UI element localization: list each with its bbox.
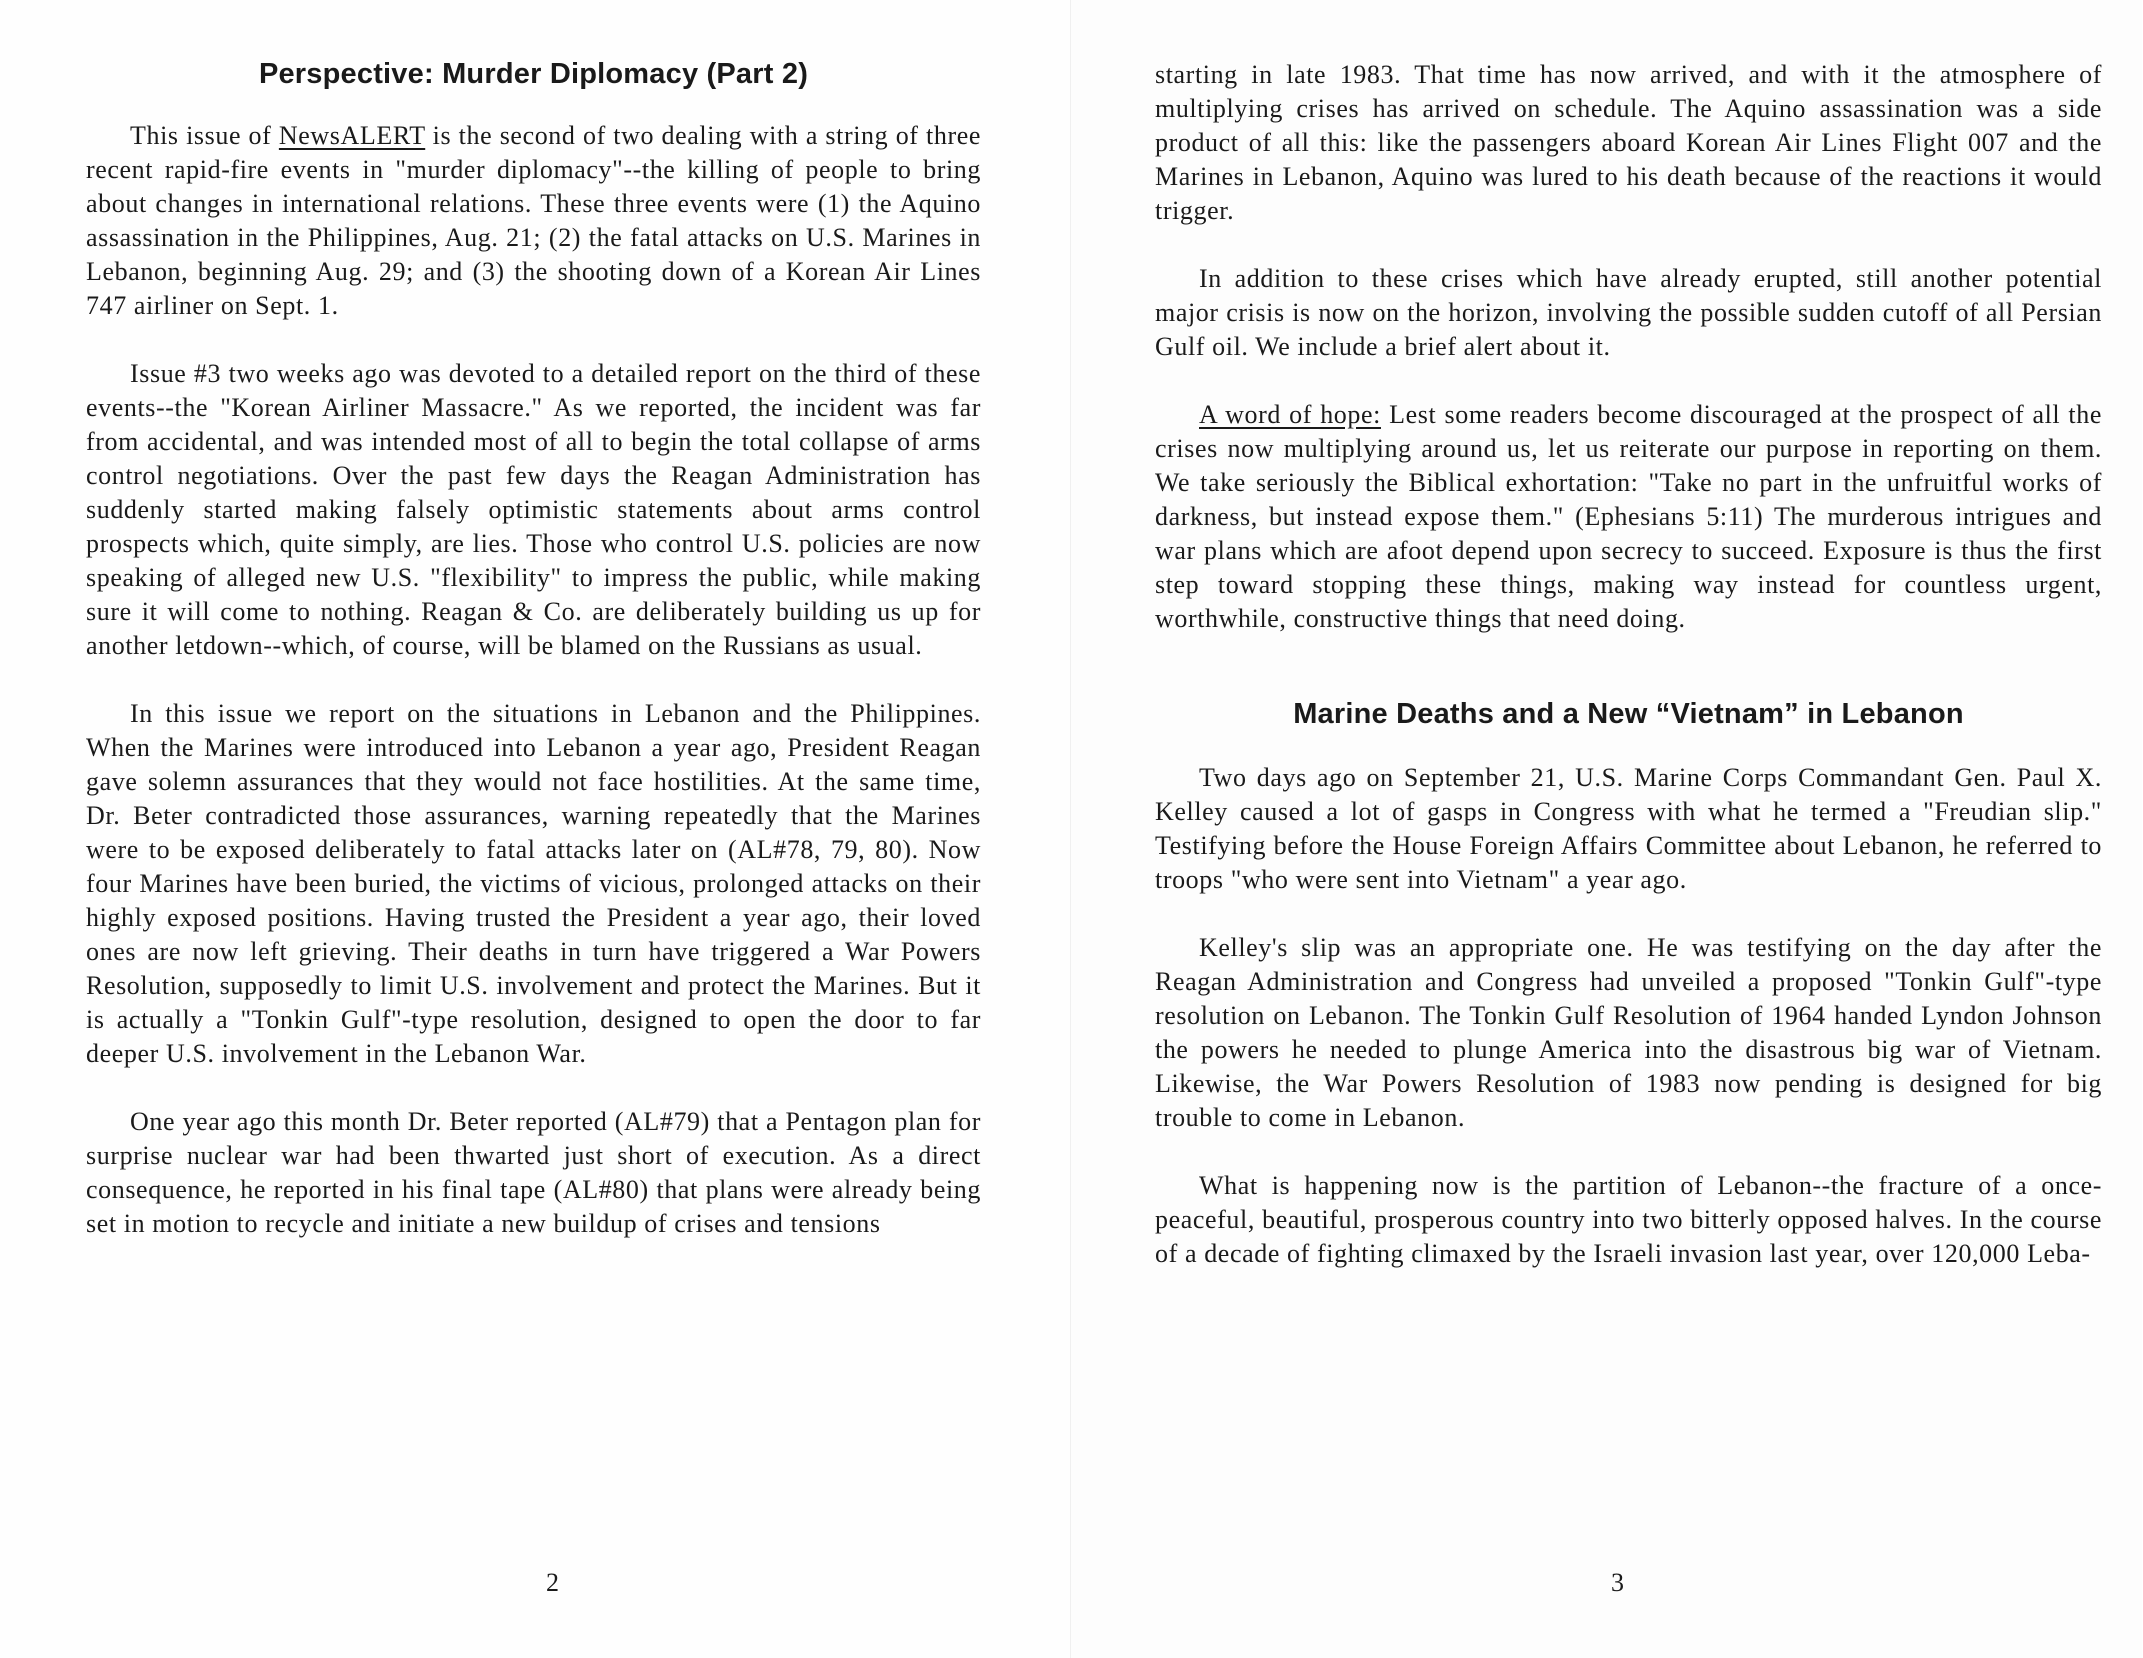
paragraph-kelley-slip-text: Two days ago on September 21, U.S. Marine Corps Commandant Gen. Paul X. Kelley caused a lot of gasps in Congress with what he termed a "Freudian slip." Testifying before the House Foreign Affairs Committee about Lebanon, he referred to troops "who were sent into Vietnam" a year ago. — [1155, 763, 2102, 894]
page-number: 2 — [546, 1568, 559, 1597]
paragraph-tonkin-text: Kelley's slip was an appropriate one. He was testifying on the day after the Reagan Administration and Congress had unveiled a proposed "Tonkin Gulf"-type resolution on Lebanon. The Tonkin Gulf Resolution of 1964 handed Lyndon Johnson the powers he needed to plunge America into the disastrous big war of Vietnam. Likewise, the War Powers Resolution of 1983 now pending is designed for big trouble to come in Lebanon. — [1155, 933, 2102, 1132]
paragraph-3-text: In this issue we report on the situations in Lebanon and the Philippines. When the Marines were introduced into Lebanon a year ago, President Reagan gave solemn assurances that they would not face hostilities. At the same time, Dr. Beter contradicted those assurances, warning repeatedly that the Marines were to be exposed deliberately to fatal attacks later on (AL#78, 79, 80). Now four Marines have been buried, the victims of vicious, prolonged attacks on their highly exposed positions. Having trusted the President a year ago, their loved ones are now left grieving. Their deaths in turn have triggered a War Powers Resolution, supposedly to limit U.S. involvement and protect the Marines. But it is actually a "Tonkin Gulf"-type resolution, designed to open the door to far deeper U.S. involvement in the Lebanon War. — [86, 699, 981, 1068]
paragraph-4-text: One year ago this month Dr. Beter reported (AL#79) that a Pentagon plan for surprise nuclear war had been thwarted just short of execution. As a direct consequence, he reported in his final tape (AL#80) that plans were already being set in motion to recycle and initiate a new buildup of crises and tensions — [86, 1107, 981, 1238]
paragraph-tonkin — [1155, 931, 2102, 1135]
paragraph-1 — [86, 119, 981, 323]
page-right — [1071, 0, 2142, 1658]
paragraph-partition — [1155, 1169, 2102, 1271]
paragraph-4 — [86, 1105, 981, 1241]
paragraph-1-intro: This issue of — [130, 121, 279, 150]
paragraph-1-rest: is the second of two dealing with a string of three recent rapid-fire events in "murder diplomacy"--the killing of people to bring about changes in international relations. These three events were (1) the Aquino assassination in the Philippines, Aug. 21; (2) the fatal attacks on U.S. Marines in Lebanon, beginning Aug. 29; and (3) the shooting down of a Korean Air Lines 747 airliner on Sept. 1. — [86, 121, 981, 320]
paragraph-persian-gulf — [1155, 262, 2102, 364]
paragraph-kelley-slip — [1155, 761, 2102, 897]
paragraph-word-of-hope — [1155, 398, 2102, 636]
paragraph-3 — [86, 697, 981, 1071]
article-heading-murder-diplomacy: Perspective: Murder Diplomacy (Part 2) — [258, 58, 809, 90]
paragraph-partition-text: What is happening now is the partition of Lebanon--the fracture of a once-peaceful, beautiful, prosperous country into two bitterly opposed halves. In the course of a decade of fighting climaxed by the Israeli invasion last year, over 120,000 Leba- — [1155, 1171, 2102, 1268]
paragraph-persian-gulf-text: In addition to these crises which have already erupted, still another potential major crisis is now on the horizon, involving the possible sudden cutoff of all Persian Gulf oil. We include a brief alert about it. — [1155, 264, 2102, 361]
paragraph-continued — [1155, 58, 2102, 228]
word-of-hope-term: A word of hope: — [1199, 400, 1381, 429]
article-heading-marine-deaths: Marine Deaths and a New “Vietnam” in Lebanon — [1293, 698, 1964, 730]
paragraph-2 — [86, 357, 981, 663]
paragraph-continued-text: starting in late 1983. That time has now arrived, and with it the atmosphere of multiplying crises has arrived on schedule. The Aquino assassination was a side product of all this: like the passengers aboard Korean Air Lines Flight 007 and the Marines in Lebanon, Aquino was lured to his death because of the reactions it would trigger. — [1155, 60, 2102, 225]
newsalert-title-term: NewsALERT — [278, 121, 426, 150]
word-of-hope-text: Lest some readers become discouraged at the prospect of all the crises now multiplying around us, let us reiterate our purpose in reporting on them. We take seriously the Biblical exhortation: "Take no part in the unfruitful works of darkness, but instead expose them." (Ephesians 5:11) The murderous intrigues and war plans which are afoot depend upon secrecy to succeed. Exposure is thus the first step toward stopping these things, making way instead for countless urgent, worthwhile, constructive things that need doing. — [1155, 400, 2102, 633]
page-number: 3 — [1611, 1568, 1624, 1597]
paragraph-2-text: Issue #3 two weeks ago was devoted to a detailed report on the third of these events--the "Korean Airliner Massacre." As we reported, the incident was far from accidental, and was intended most of all to begin the total collapse of arms control negotiations. Over the past few days the Reagan Administration has suddenly started making falsely optimistic statements about arms control prospects which, quite simply, are lies. Those who control U.S. policies are now speaking of alleged new U.S. "flexibility" to impress the public, while making sure it will come to nothing. Reagan & Co. are deliberately building us up for another letdown--which, of course, will be blamed on the Russians as usual. — [86, 359, 981, 660]
page-left — [0, 0, 1071, 1658]
